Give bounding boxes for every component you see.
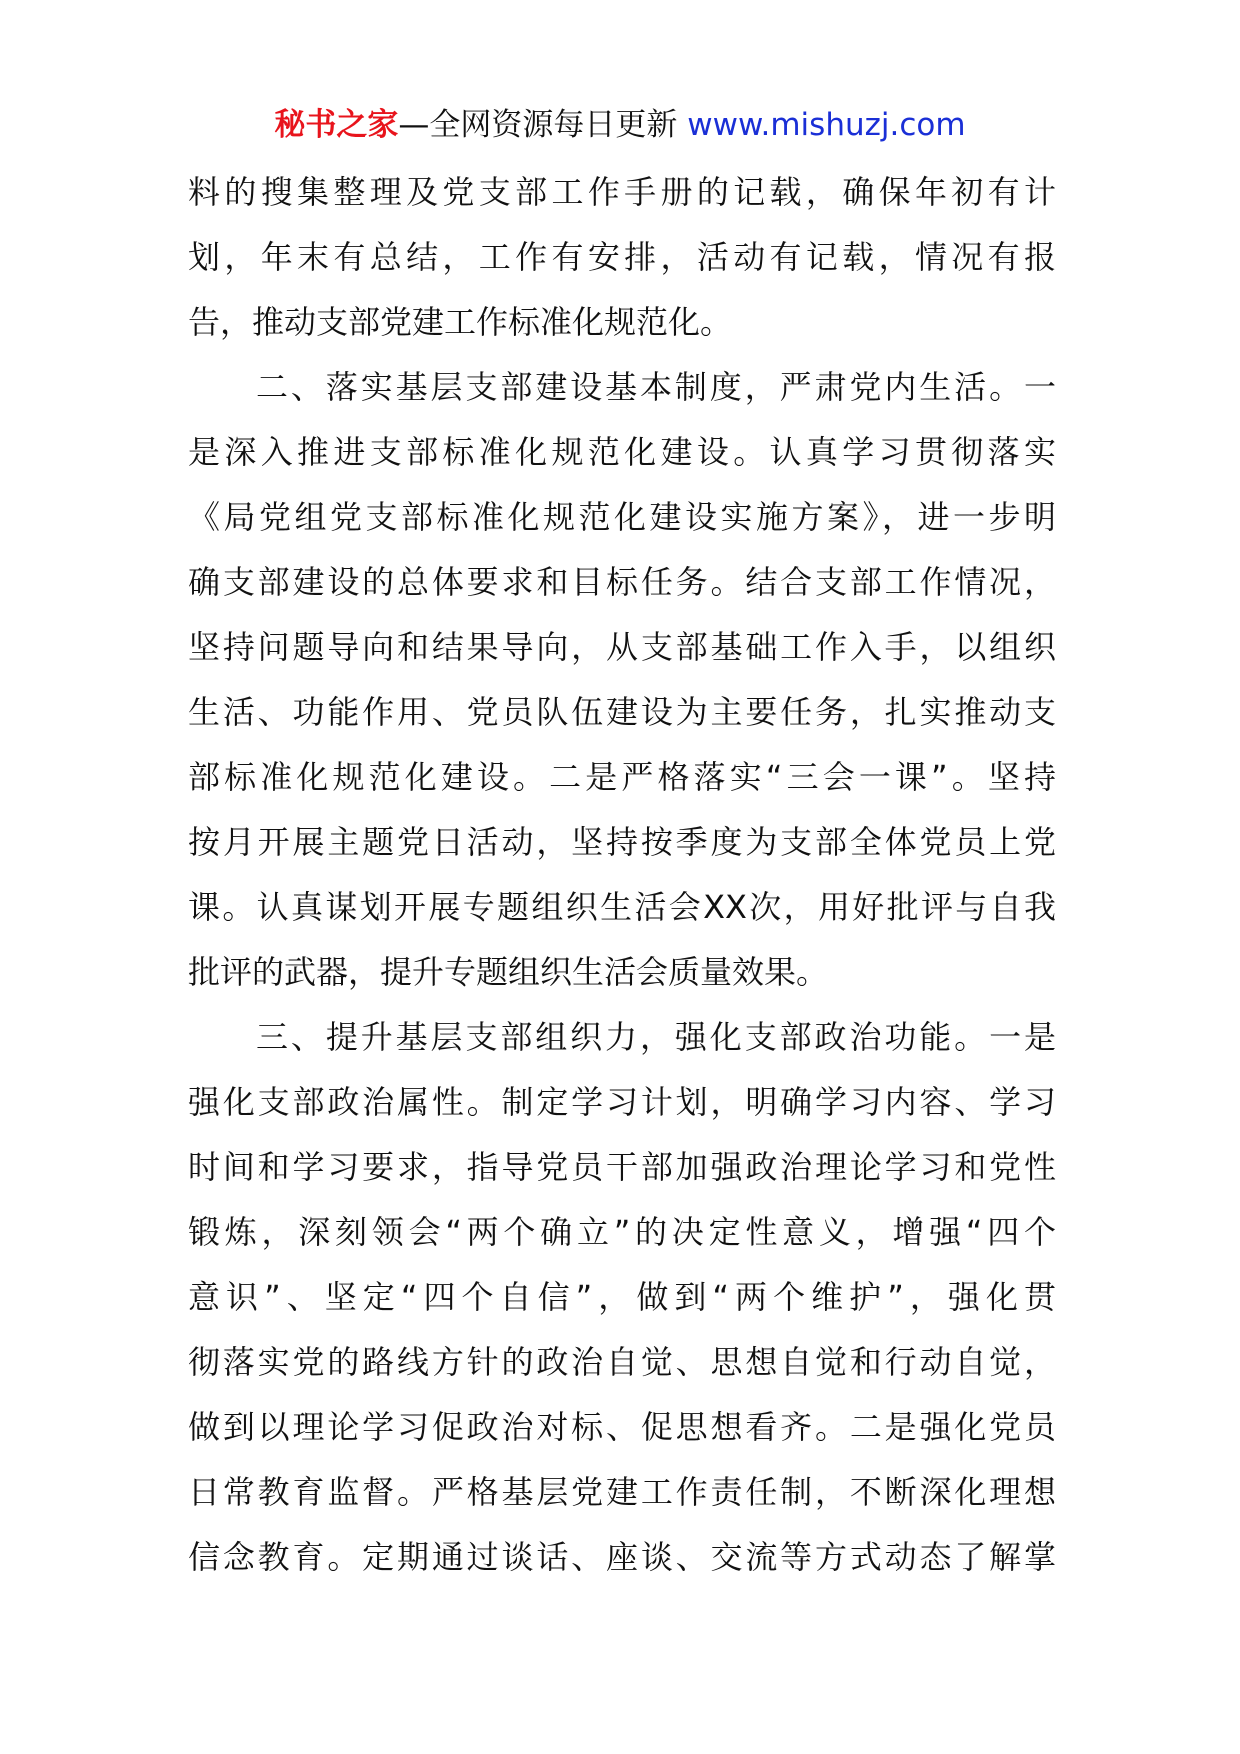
text-line: 坚持问题导向和结果导向，从支部基础工作入手，以组织 [188,628,1056,666]
text-line: 彻落实党的路线方针的政治自觉、思想自觉和行动自觉， [188,1343,1056,1381]
paragraph-1 [188,160,1056,355]
text-line: 日常教育监督。严格基层党建工作责任制，不断深化理想 [188,1473,1056,1511]
text-line: 生活、功能作用、党员队伍建设为主要任务，扎实推动支 [188,693,1056,731]
text-line: 料的搜集整理及党支部工作手册的记载，确保年初有计 [188,173,1056,211]
text-line: 意识”、坚定“四个自信”，做到“两个维护”，强化贯 [188,1278,1056,1316]
text-line: 时间和学习要求，指导党员干部加强政治理论学习和党性 [188,1148,1056,1186]
text-line: 三、提升基层支部组织力，强化支部政治功能。一是 [256,1018,1056,1056]
paragraph-2 [188,355,1056,1005]
text-line: 确支部建设的总体要求和目标任务。结合支部工作情况， [188,563,1056,601]
text-line: 强化支部政治属性。制定学习计划，明确学习内容、学习 [188,1083,1056,1121]
text-line: 《局党组党支部标准化规范化建设实施方案》，进一步明 [188,498,1056,536]
text-line: 批评的武器，提升专题组织生活会质量效果。 [188,953,829,991]
document-body [188,160,1056,1590]
text-line: 做到以理论学习促政治对标、促思想看齐。二是强化党员 [188,1408,1056,1446]
text-line: 信念教育。定期通过谈话、座谈、交流等方式动态了解掌 [188,1538,1056,1576]
text-line: 课。认真谋划开展专题组织生活会XX次，用好批评与自我 [188,888,1056,926]
text-line: 部标准化规范化建设。二是严格落实“三会一课”。坚持 [188,758,1056,796]
page-header [0,98,1240,152]
text-line: 划，年末有总结，工作有安排，活动有记载，情况有报 [188,238,1056,276]
paragraph-3 [188,1005,1056,1590]
text-line: 按月开展主题党日活动，坚持按季度为支部全体党员上党 [188,823,1056,861]
header-url-link[interactable]: www.mishuzj.com [687,107,966,143]
header-tagline: —全网资源每日更新 [398,107,688,143]
text-line: 是深入推进支部标准化规范化建设。认真学习贯彻落实 [188,433,1056,471]
header-brand: 秘书之家 [274,107,399,143]
text-line: 锻炼，深刻领会“两个确立”的决定性意义，增强“四个 [188,1213,1056,1251]
text-line: 二、落实基层支部建设基本制度，严肃党内生活。一 [256,368,1056,406]
text-line: 告，推动支部党建工作标准化规范化。 [188,303,733,341]
